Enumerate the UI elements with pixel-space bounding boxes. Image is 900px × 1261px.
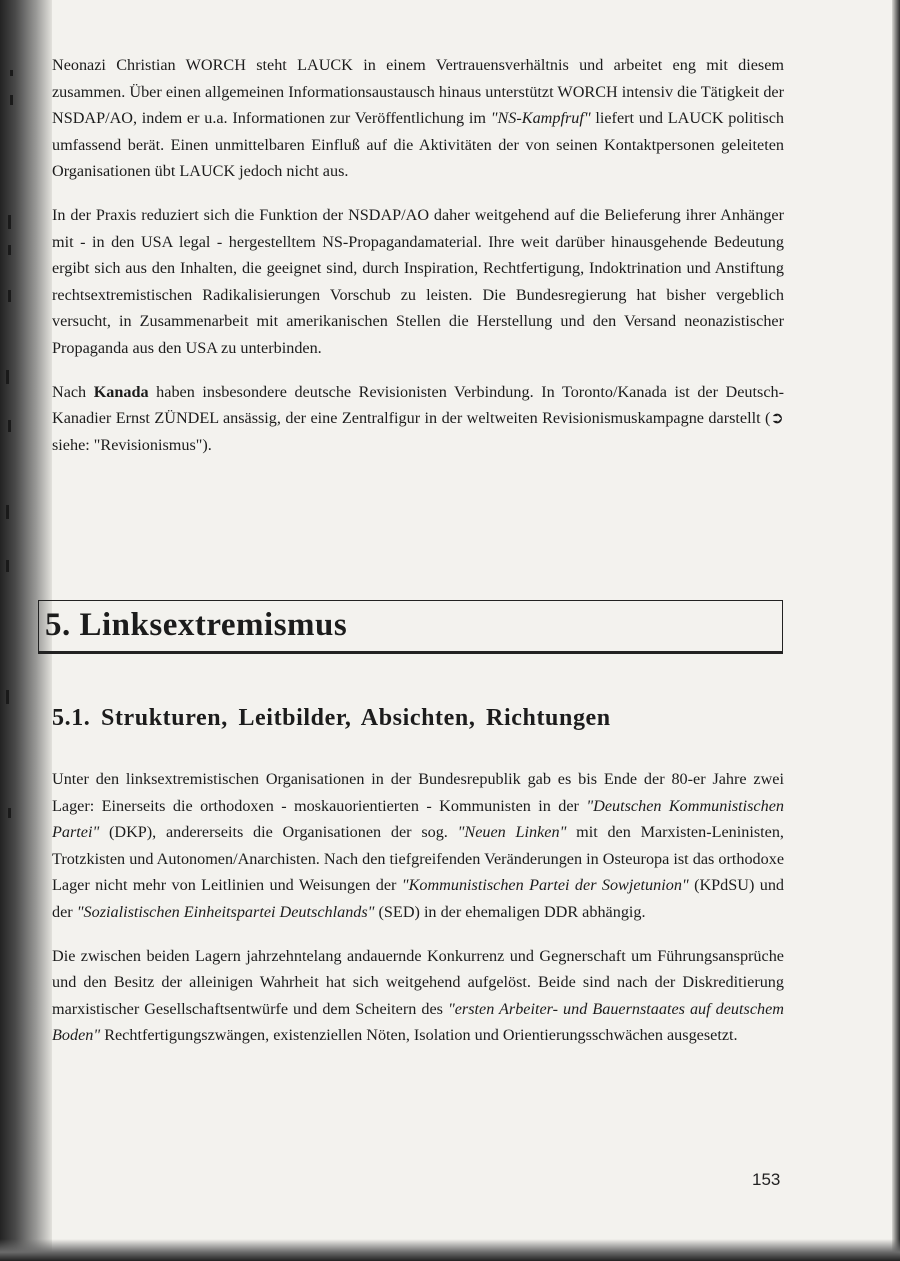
text-segment: Nach bbox=[52, 382, 94, 401]
spine-mark bbox=[10, 70, 13, 76]
spine-mark bbox=[6, 505, 9, 519]
spine-mark bbox=[8, 215, 11, 229]
page-number: 153 bbox=[752, 1170, 781, 1189]
chapter-heading-box bbox=[38, 600, 783, 654]
spine-mark bbox=[10, 95, 13, 105]
text-segment: "Neuen Linken" bbox=[457, 823, 567, 842]
paragraph bbox=[52, 202, 784, 362]
text-segment: (DKP), andererseits die Organisationen der sog. bbox=[99, 823, 458, 842]
paragraph bbox=[52, 52, 784, 185]
text-segment: "Kommunistischen Partei der Sowjetunion" bbox=[401, 876, 689, 895]
text-segment: "ersten Arbeiter- und Bauernstaates auf deutschem Boden" bbox=[52, 999, 784, 1045]
text-segment: haben insbesondere deutsche Revisionisten Verbindung. In Toronto/Kanada ist der Deutsch-Kanadier Ernst ZÜNDEL ansässig, der eine Zentralfigur in der weltweiten Revisionismuskampagne darstellt ( bbox=[52, 382, 784, 428]
spine-mark bbox=[8, 290, 11, 302]
spine-mark bbox=[6, 690, 9, 704]
chapter-title: 5. Linksextremismus bbox=[45, 607, 348, 643]
text-segment: "Deutschen Kommunistischen Partei" bbox=[52, 796, 784, 842]
page-bottom-edge-shadow bbox=[0, 1239, 900, 1261]
text-segment: (SED) in der ehemaligen DDR abhängig. bbox=[374, 902, 646, 921]
spine-mark bbox=[6, 560, 9, 572]
text-segment: "NS-Kampfruf" bbox=[490, 109, 591, 128]
text-segment: Unter den linksextremistischen Organisationen in der Bundesrepublik gab es bis Ende der 80-er Jahre zwei Lager: Einerseits die orthodoxen - moskauorientierten - Kommunisten in der bbox=[52, 770, 784, 815]
text-segment: Rechtfertigungszwängen, existenziellen Nöten, Isolation und Orientierungsschwächen ausgesetzt. bbox=[100, 1026, 738, 1045]
page-right-edge-shadow bbox=[892, 0, 900, 1261]
text-segment: Die zwischen beiden Lagern jahrzehntelang andauernde Konkurrenz und Gegnerschaft um Führungsansprüche und den Besitz der alleinigen Wahrheit hat sich weitgehend aufgelöst. Beide sind nach der Diskreditierung marxistischer Gesellschaftsentwürfe und dem Scheitern des bbox=[52, 946, 784, 1018]
spine-mark bbox=[8, 420, 11, 432]
text-segment: In der Praxis reduziert sich die Funktion der NSDAP/AO daher weitgehend auf die Belieferung ihrer Anhänger mit - in den USA legal - hergestelltem NS-Propagandamaterial. Ihre weit darüber hinausgehende Bedeutung ergibt sich aus den Inhalten, die geeignet sind, durch Inspiration, Rechtfertigung, Indoktrination und Anstiftung rechtsextremistischen Radikalisierungen Vorschub zu leisten. Die Bundesregierung hat bisher vergeblich versucht, in Zusammenarbeit mit amerikanischen Stellen die Herstellung und den Versand neonazistischer Propaganda aus den USA zu unterbinden. bbox=[52, 205, 784, 357]
text-segment: (KPdSU) und der bbox=[52, 876, 785, 921]
paragraph bbox=[52, 379, 784, 459]
text-segment: mit den Marxisten-Leninisten, Trotzkisten und Autonomen/Anarchisten. Nach den tiefgreifenden Veränderungen in Osteuropa ist das orthodoxe Lager nicht mehr von Leitlinien und Weisungen der bbox=[52, 823, 784, 895]
text-block-top bbox=[52, 52, 784, 458]
text-segment: "Sozialistischen Einheitspartei Deutschlands" bbox=[76, 902, 375, 921]
spine-mark bbox=[8, 245, 11, 255]
text-segment: Neonazi Christian WORCH steht LAUCK in einem Vertrauensverhältnis und arbeitet eng mit diesem zusammen. Über einen allgemeinen Informationsaustausch hinaus unterstützt WORCH intensiv die Tätigkeit der NSDAP/AO, indem er u.a. Informationen zur Veröffentlichung im bbox=[52, 56, 784, 128]
section-title: 5.1. Strukturen, Leitbilder, Absichten, Richtungen bbox=[52, 705, 611, 731]
text-segment: Kanada bbox=[93, 382, 149, 401]
text-segment: siehe: "Revisionismus"). bbox=[52, 435, 212, 454]
text-segment: liefert und LAUCK politisch umfassend berät. Einen unmittelbaren Einfluß auf die Aktivitäten der von seinen Kontaktpersonen geleiteten Organisationen übt LAUCK jedoch nicht aus. bbox=[52, 109, 784, 181]
paragraph bbox=[52, 943, 784, 1049]
spine-mark bbox=[8, 808, 11, 818]
text-block-bottom bbox=[52, 766, 784, 1049]
spine-mark bbox=[6, 370, 9, 384]
paragraph bbox=[52, 766, 784, 926]
text-segment: ➲ bbox=[770, 409, 784, 428]
